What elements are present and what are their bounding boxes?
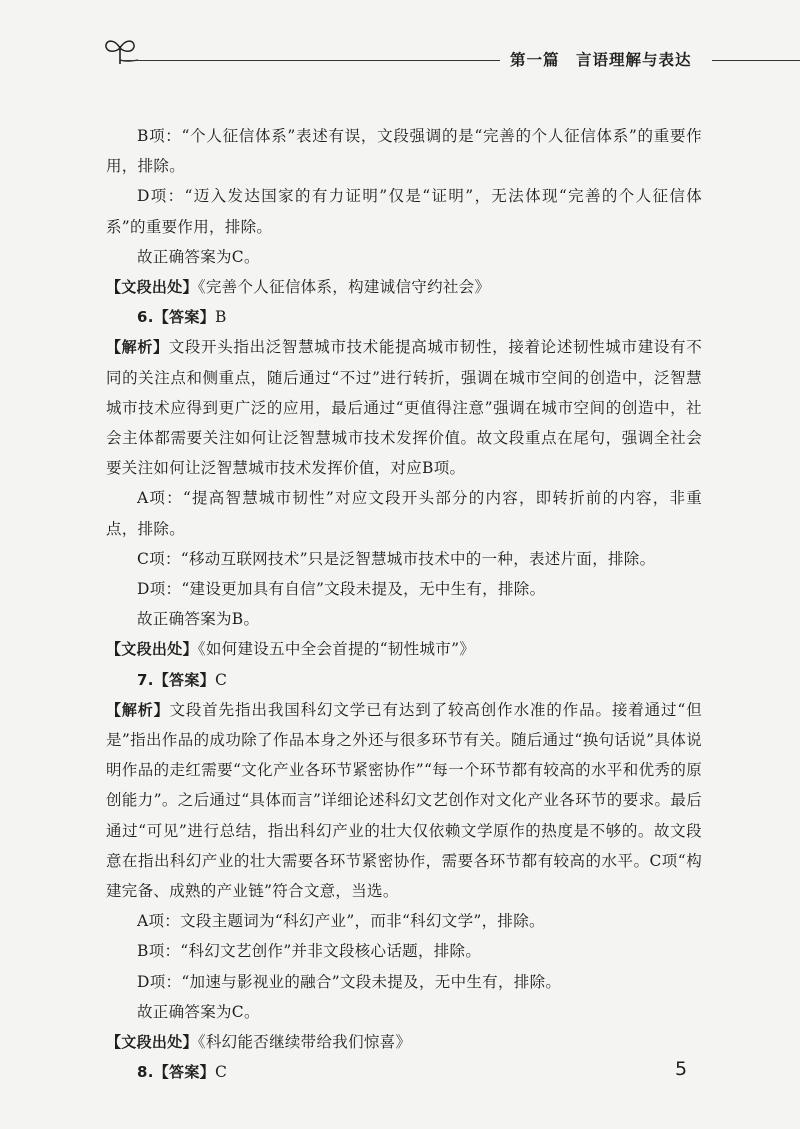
answer-label: 6.【答案】 <box>137 308 215 327</box>
answer-label: 8.【答案】 <box>137 1063 215 1082</box>
paragraph-answer-summary <box>106 242 702 272</box>
paragraph-option-d <box>106 574 702 604</box>
header-rule-right <box>712 60 800 61</box>
source-text: 《科幻能否继续带给我们惊喜》 <box>197 1033 412 1052</box>
page-header <box>100 34 800 74</box>
source-label: 【文段出处】 <box>106 1033 198 1052</box>
paragraph-option-a <box>106 906 702 936</box>
answer-label: 7.【答案】 <box>137 670 215 689</box>
paragraph-text: D项：“建设更加具有自信”文段未提及，无中生有，排除。 <box>137 580 546 599</box>
paragraph-option-d <box>106 967 702 997</box>
paragraph-answer-summary <box>106 997 702 1027</box>
paragraph-option-b <box>106 936 702 966</box>
paragraph-text: 文段开头指出泛智慧城市技术能提高城市韧性，接着论述韧性城市建设有不同的关注点和侧重点，随后通过“不过”进行转折，强调在城市空间的创造中，泛智慧城市技术应得到更广泛的应用，最后通过“更值得注意”强调在城市空间的创造中，社会主体都需要关注如何让泛智慧城市技术发挥价值。故文段重点在尾句，强调全社会要关注如何让泛智慧城市技术发挥价值，对应B项。 <box>106 338 703 478</box>
paragraph-option-a <box>106 483 702 543</box>
paragraph-text: B项：“科幻文艺创作”并非文段核心话题，排除。 <box>137 942 482 961</box>
answer-value: C <box>214 670 228 689</box>
paragraph-answer-summary <box>106 604 702 634</box>
answer-value: B <box>214 308 227 327</box>
paragraph-source <box>106 1027 702 1057</box>
paragraph-analysis <box>106 332 702 483</box>
paragraph-option-d <box>106 181 702 241</box>
paragraph-text: B项：“个人征信体系”表述有误，文段强调的是“完善的个人征信体系”的重要作用，排除。 <box>106 127 702 176</box>
paragraph-text: 故正确答案为B。 <box>137 610 260 629</box>
paragraph-answer-heading <box>106 302 702 332</box>
sprout-icon <box>100 34 140 70</box>
paragraph-text: 故正确答案为C。 <box>137 1002 260 1021</box>
answer-value: C <box>214 1063 228 1082</box>
paragraph-answer-heading <box>106 665 702 695</box>
page-number: 5 <box>675 1058 688 1080</box>
paragraph-source <box>106 272 702 302</box>
paragraph-source <box>106 634 702 664</box>
source-label: 【文段出处】 <box>106 640 198 659</box>
paragraph-text: 故正确答案为C。 <box>137 247 260 266</box>
paragraph-option-c <box>106 544 702 574</box>
paragraph-option-b <box>106 121 702 181</box>
paragraph-text: A项：文段主题词为“科幻产业”，而非“科幻文学”，排除。 <box>137 912 545 931</box>
paragraph-text: D项：“迈入发达国家的有力证明”仅是“证明”，无法体现“完善的个人征信体系”的重要作用，排除。 <box>106 187 702 236</box>
source-text: 《如何建设五中全会首提的“韧性城市”》 <box>197 640 476 659</box>
paragraph-text: C项：“移动互联网技术”只是泛智慧城市技术中的一种，表述片面，排除。 <box>137 549 656 568</box>
header-title: 第一篇 言语理解与表达 <box>510 51 692 69</box>
analysis-label: 【解析】 <box>106 338 169 357</box>
source-label: 【文段出处】 <box>106 278 198 297</box>
paragraph-text: 文段首先指出我国科幻文学已有达到了较高创作水准的作品。接着通过“但是”指出作品的成功除了作品本身之外还与很多环节有关。随后通过“换句话说”具体说明作品的走红需要“文化产业各环节紧密协作”“每一个环节都有较高的水平和优秀的原创能力”。之后通过“具体而言”详细论述科幻文艺创作对文化产业各环节的要求。最后通过“可见”进行总结，指出科幻产业的壮大仅依赖文学原作的热度是不够的。故文段意在指出科幻产业的壮大需要各环节紧密协作，需要各环节都有较高的水平。C项“构建完备、成熟的产业链”符合文意，当选。 <box>106 700 702 901</box>
paragraph-text: D项：“加速与影视业的融合”文段未提及，无中生有，排除。 <box>137 972 562 991</box>
header-rule-left <box>122 60 500 61</box>
paragraph-answer-heading <box>106 1057 702 1087</box>
source-text: 《完善个人征信体系，构建诚信守约社会》 <box>197 278 491 297</box>
page-body <box>106 121 702 1088</box>
analysis-label: 【解析】 <box>106 700 170 719</box>
paragraph-text: A项：“提高智慧城市韧性”对应文段开头部分的内容，即转折前的内容，非重点，排除。 <box>106 489 702 538</box>
paragraph-analysis <box>106 695 702 906</box>
